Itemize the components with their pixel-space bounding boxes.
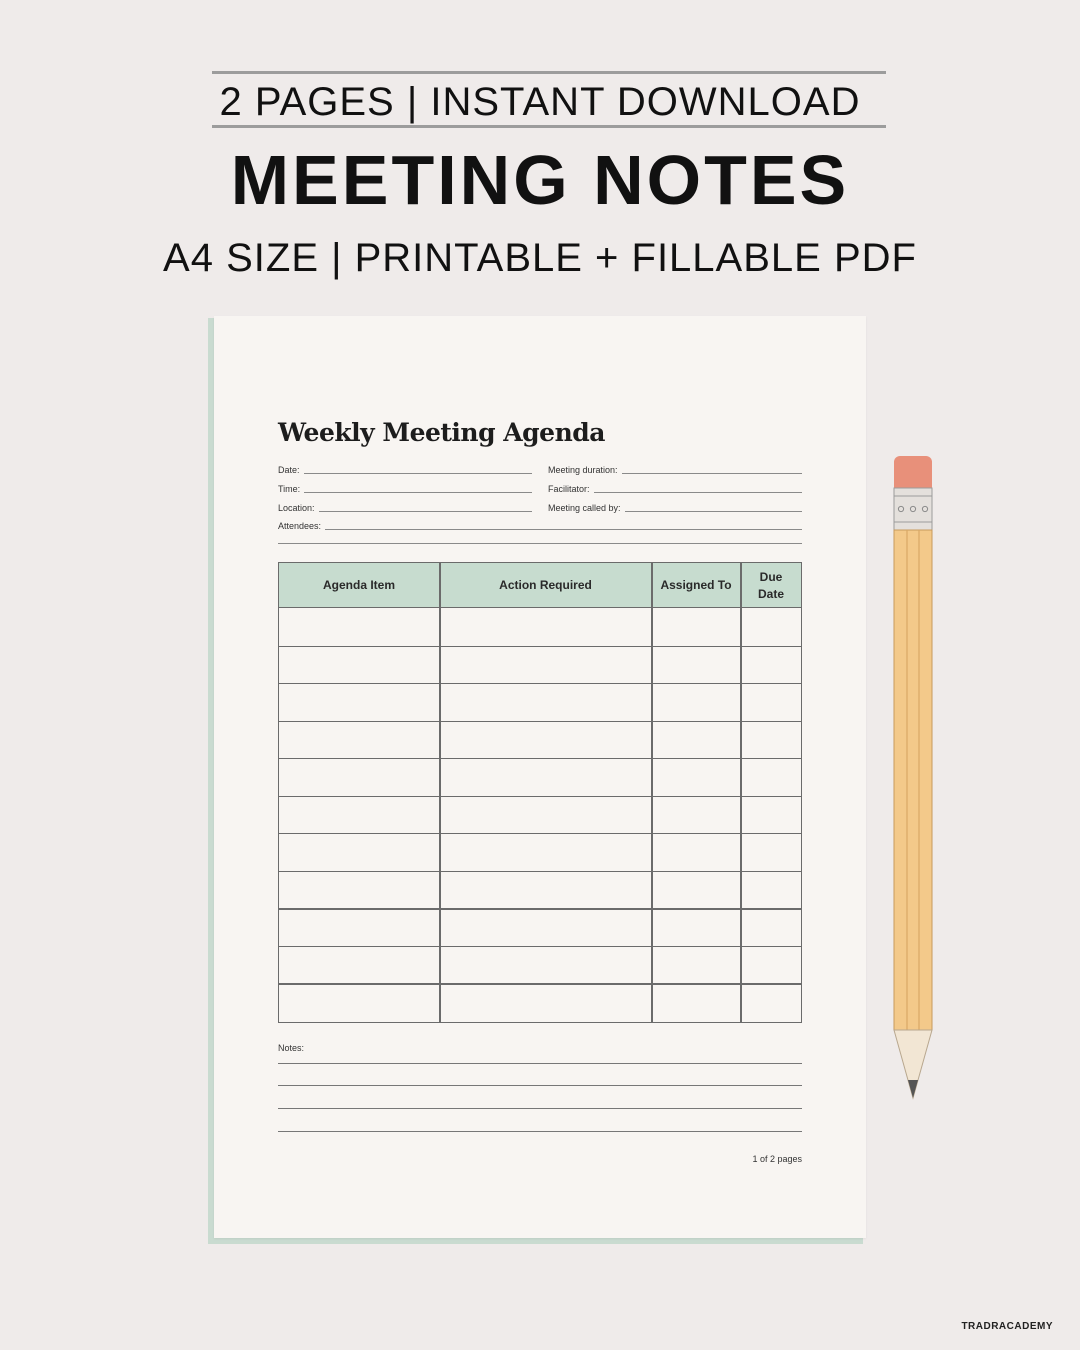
header-bottom-rule (212, 125, 886, 128)
attendees-label: Attendees: (278, 521, 322, 531)
header-tagline: 2 PAGES | INSTANT DOWNLOAD (219, 80, 861, 124)
table-row[interactable] (279, 796, 801, 834)
row-divider (279, 871, 801, 872)
called-by-label: Meeting called by: (548, 503, 621, 513)
table-row[interactable] (279, 946, 801, 984)
duration-label: Meeting duration: (548, 465, 618, 475)
table-row[interactable] (279, 983, 801, 1021)
header-title: MEETING NOTES (230, 141, 850, 219)
header-assigned-to: Assigned To (660, 578, 732, 592)
table-row[interactable] (279, 608, 801, 646)
location-label: Location: (278, 503, 315, 513)
row-divider (279, 683, 801, 684)
notes-label: Notes: (278, 1043, 305, 1053)
attendees-field[interactable] (278, 517, 802, 531)
header-agenda-item: Agenda Item (322, 578, 395, 592)
header-due-date: Due Date (757, 569, 784, 601)
row-divider (279, 758, 801, 759)
table-row[interactable] (279, 721, 801, 759)
row-divider (279, 946, 801, 947)
row-divider (279, 908, 801, 909)
pencil-icon (892, 456, 934, 1104)
agenda-sheet (214, 316, 866, 1238)
table-row[interactable] (279, 683, 801, 721)
brand-label: TRADRACADEMY (961, 1321, 1053, 1332)
location-field[interactable] (278, 499, 532, 513)
facilitator-field[interactable] (548, 480, 802, 494)
row-divider (279, 833, 801, 834)
table-row[interactable] (279, 646, 801, 684)
row-divider (279, 796, 801, 797)
notes-line[interactable] (278, 1063, 802, 1064)
duration-field[interactable] (548, 461, 802, 475)
notes-line[interactable] (278, 1108, 802, 1109)
document-title: Weekly Meeting Agenda (278, 418, 605, 447)
agenda-table (278, 562, 802, 1023)
date-label: Date: (278, 465, 300, 475)
header-subtitle: A4 SIZE | PRINTABLE + FILLABLE PDF (163, 236, 917, 280)
page-count: 1 of 2 pages (752, 1154, 802, 1164)
time-label: Time: (278, 484, 301, 494)
table-header (279, 563, 801, 608)
facilitator-label: Facilitator: (548, 484, 590, 494)
table-row[interactable] (279, 908, 801, 946)
attendees-extra-rule (278, 543, 802, 544)
time-field[interactable] (278, 480, 532, 494)
header-top-rule (212, 71, 886, 74)
table-row[interactable] (279, 758, 801, 796)
header-action-required: Action Required (499, 578, 592, 592)
row-divider (279, 721, 801, 722)
date-field[interactable] (278, 461, 532, 475)
row-divider (279, 646, 801, 647)
notes-line[interactable] (278, 1131, 802, 1132)
called-by-field[interactable] (548, 499, 802, 513)
table-row[interactable] (279, 833, 801, 871)
row-divider (279, 983, 801, 984)
notes-line[interactable] (278, 1085, 802, 1086)
table-row[interactable] (279, 871, 801, 909)
